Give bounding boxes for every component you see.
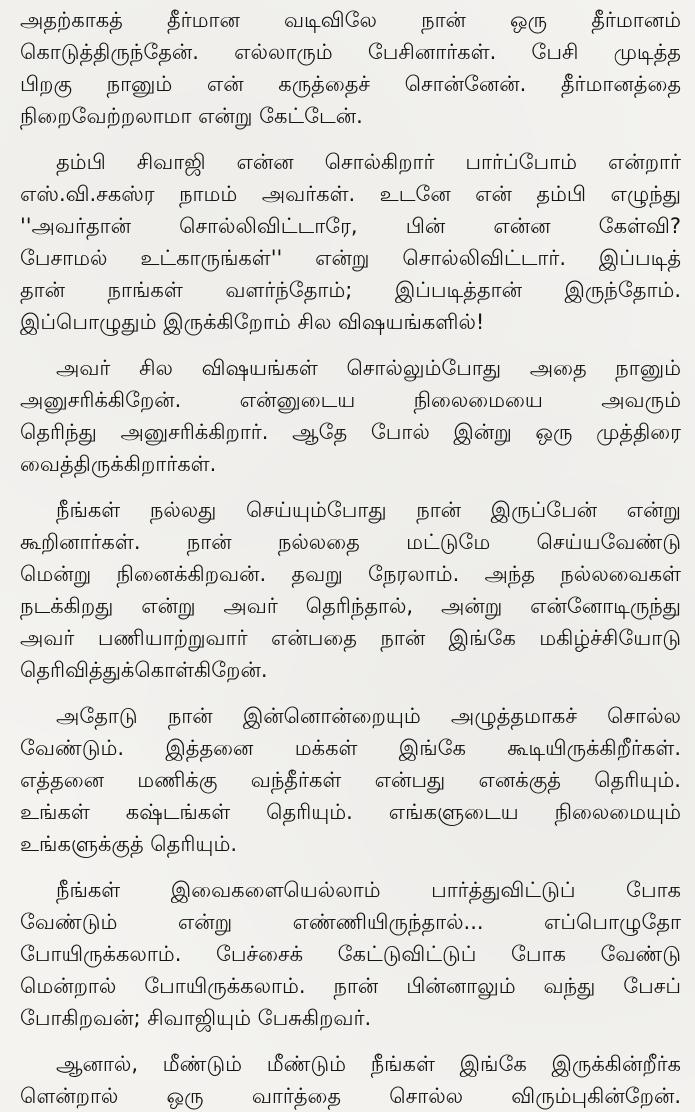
paragraph-gap bbox=[20, 338, 681, 352]
text-line: உங்கள் கஷ்டங்கள் தெரியும். எங்களுடைய நிலைமையும் bbox=[20, 800, 681, 824]
text-line: நீங்கள் இவைகளையெல்லாம் பார்த்துவிட்டுப் போக bbox=[56, 878, 681, 902]
text-line: உங்களுக்குத் தெரியும். bbox=[20, 832, 238, 856]
text-line: போகிறவன்; சிவாஜியும் பேசுகிறவர். bbox=[20, 1006, 372, 1030]
paragraph-gap bbox=[20, 1034, 681, 1048]
text-line: கூறினார்கள். நான் நல்லதை மட்டுமே செய்யவேண்டு bbox=[20, 530, 681, 554]
paragraph-gap bbox=[20, 480, 681, 494]
text-line: தம்பி சிவாஜி என்ன சொல்கிறார் பார்ப்போம் என்றார் bbox=[56, 150, 681, 174]
paragraph-4 bbox=[20, 494, 681, 686]
text-line: பேசாமல் உட்காருங்கள்'' என்று சொல்லிவிட்டார். இப்படித் bbox=[20, 246, 681, 270]
text-line: அவர் பணியாற்றுவார் என்பதை நான் இங்கே மகிழ்ச்சியோடு bbox=[20, 626, 681, 650]
text-line: வைத்திருக்கிறார்கள். bbox=[20, 452, 217, 476]
text-line: நீங்கள் நல்லது செய்யும்போது நான் இருப்பேன் என்று bbox=[56, 498, 681, 522]
text-line: கொடுத்திருந்தேன். எல்லாரும் பேசினார்கள். பேசி முடித்த bbox=[20, 40, 681, 64]
text-line: எஸ்.வி.சகஸ்ர நாமம் அவர்கள். உடனே என் தம்பி எழுந்து bbox=[20, 182, 681, 206]
text-line: எத்தனை மணிக்கு வந்தீர்கள் என்பது எனக்குத் தெரியும். bbox=[20, 768, 681, 792]
text-line: தெரிந்து அனுசரிக்கிறார். ஆதே போல் இன்று ஒரு முத்திரை bbox=[20, 420, 681, 444]
paragraph-gap bbox=[20, 686, 681, 700]
text-line: ''அவர்தான் சொல்லிவிட்டாரே, பின் என்ன கேள்வி? bbox=[20, 214, 681, 238]
text-line: தெரிவித்துக்கொள்கிறேன். bbox=[20, 658, 268, 682]
paragraph-7 bbox=[20, 1048, 681, 1112]
text-line: நடக்கிறது என்று அவர் தெரிந்தால், அன்று என்னோடிருந்து bbox=[20, 594, 681, 618]
text-line: பிறகு நானும் என் கருத்தைச் சொன்னேன். தீர்மானத்தை bbox=[20, 72, 681, 96]
text-line: நிறைவேற்றலாமா என்று கேட்டேன். bbox=[20, 104, 363, 128]
text-line: போயிருக்கலாம். பேச்சைக் கேட்டுவிட்டுப் போக வேண்டு bbox=[20, 942, 681, 966]
text-line: ளென்றால் ஒரு வார்த்தை சொல்ல விரும்புகின்றேன். bbox=[20, 1084, 681, 1108]
text-line: அனுசரிக்கிறேன். என்னுடைய நிலைமையை அவரும் bbox=[20, 388, 681, 412]
paragraph-gap bbox=[20, 132, 681, 146]
text-line: இப்பொழுதும் இருக்கிறோம் சில விஷயங்களில்! bbox=[20, 310, 485, 334]
paragraph-1 bbox=[20, 4, 681, 132]
paragraph-6 bbox=[20, 874, 681, 1034]
text-line: அவர் சில விஷயங்கள் சொல்லும்போது அதை நானும் bbox=[56, 356, 681, 380]
text-line: அதற்காகத் தீர்மான வடிவிலே நான் ஒரு தீர்மானம் bbox=[20, 8, 681, 32]
paragraph-5 bbox=[20, 700, 681, 860]
paragraph-2 bbox=[20, 146, 681, 338]
text-line: வேண்டும் என்று எண்ணியிருந்தால்... எப்பொழுதோ bbox=[20, 910, 681, 934]
paragraph-3 bbox=[20, 352, 681, 480]
text-line: தான் நாங்கள் வளர்ந்தோம்; இப்படித்தான் இருந்தோம். bbox=[20, 278, 681, 302]
text-line: அதோடு நான் இன்னொன்றையும் அழுத்தமாகச் சொல்ல bbox=[56, 704, 681, 728]
text-line: ஆனால், மீண்டும் மீண்டும் நீங்கள் இங்கே இருக்கின்றீர்க bbox=[56, 1052, 681, 1076]
text-line: மென்று நினைக்கிறவன். தவறு நேரலாம். அந்த நல்லவைகள் bbox=[20, 562, 681, 586]
text-line: வேண்டும். இத்தனை மக்கள் இங்கே கூடியிருக்கிறீர்கள். bbox=[20, 736, 681, 760]
text-line: மென்றால் போயிருக்கலாம். நான் பின்னாலும் வந்து பேசப் bbox=[20, 974, 681, 998]
paragraph-gap bbox=[20, 860, 681, 874]
